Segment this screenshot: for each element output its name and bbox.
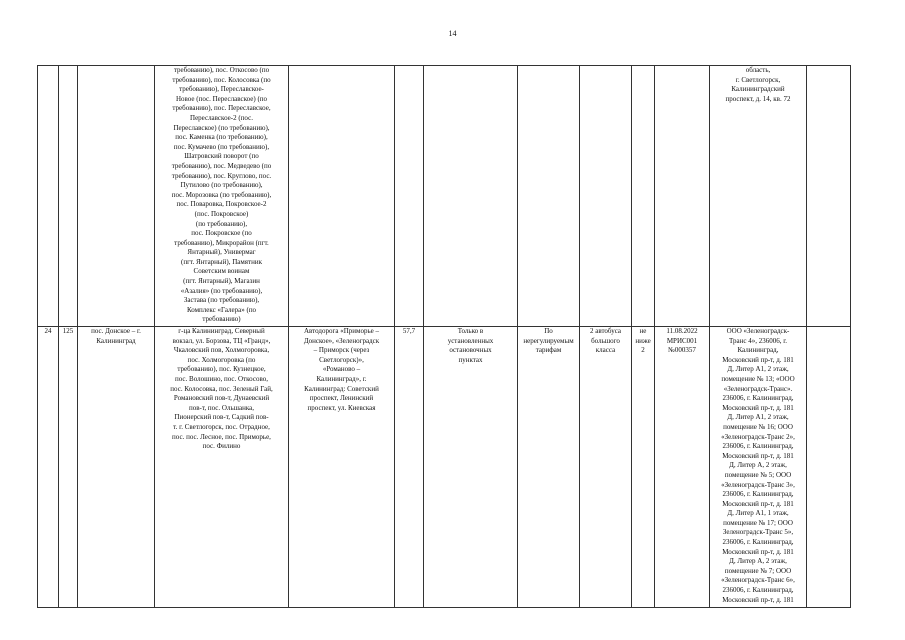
tariff-cell: По нерегулируемым тарифам — [518, 327, 580, 608]
carrier-cell: ООО «Зеленоградск- Транс 4», 236006, г. Калининград, Московский пр-т, д. 181 Д, Литер А1, 2 этаж, помещение № 13; «ООО «Зеленоградск-Транс». 236006, г. Калининград, Московский пр-т, д. 181 Д, Литер А1, 2 этаж, помещение № 16; ООО «Зеленоградск-Транс 2», 236006, г. Калининград, Московский пр-т, д. 181 Д, Литер А, 2 этаж, помещение № 5; ООО «Зеленоградск-Транс 3», 236006, г. Калининград, Московский пр-т, д. 181 Д, Литер А1, 1 этаж, помещение № 17; ООО Зеленоградск-Транс 5», 236006, г. Калининград, Московский пр-т, д. 181 Д, Литер А, 2 этаж, помещение № 7; ООО «Зеленоградск-Транс 6», 236006, г. Калининград, Московский пр-т, д. 181 — [710, 327, 807, 608]
stops-cell: г-ца Калининград, Северный вокзал, ул. Борзова, ТЦ «Гранд», Чкаловский пов, Холмогоровка, пос. Холмогоровка (по требованию), пос. Кузнецкое, пос. Волошино, пос. Откосово, пос. Колосовка, пос. Зеленый Гай, Романовский пов-т, Дунаевский пов-т, пос. Ольшанка, Пионерский пов-т, Садкий пов- т. г. Светлогорск, пос. Отрадное, пос. пос. Лесное, пос. Приморье, пос. Филино — [155, 327, 289, 608]
date-cell: 11.08.2022 МРИС001 №000357 — [655, 327, 710, 608]
carrier-cell: область, г. Светлогорск, Калининградский проспект, д. 14, кв. 72 — [710, 66, 807, 327]
row-number-cell — [38, 66, 59, 327]
route-registry-table — [37, 65, 851, 608]
extra-cell — [807, 66, 851, 327]
vehicles-cell: 2 автобуса большого класса — [580, 327, 632, 608]
route-name-cell — [78, 66, 155, 327]
date-cell — [655, 66, 710, 327]
length-cell — [395, 66, 424, 327]
stops-cell: требованию), пос. Откосово (по требованию), пос. Колосовка (по требованию), Переславское- Новое (пос. Переславское) (по требованию), пос. Переславское, Переславское-2 (пос. Переславское) (по требованию), пос. Каменка (по требованию), пос. Кумачево (по требованию), Шатровский поворот (по требованию), пос. Медведево (по требованию), пос. Кругловo, пос. Путилово (по требованию), пос. Морозовка (по требованию), пос. Поваровка, Покровское-2 (пос. Покровское) (по требованию), пос. Покровское (по требованию), Микрорайон (пгт. Янтарный), Универмаг (пгт. Янтарный), Памятник Советским воинам (пгт. Янтарный), Магазин «Азалия» (по требованию), Застава (по требованию), Комплекс «Галера» (по требованию) — [155, 66, 289, 327]
extra-cell — [807, 327, 851, 608]
row-number-cell: 24 — [38, 327, 59, 608]
streets-cell: Автодорога «Приморье – Донское», «Зеленоградск – Приморск (через Светлогорск)», «Романово – Калининград», г. Калининград: Советский проспект, Ленинский проспект, ул. Киевская — [289, 327, 395, 608]
boarding-order-cell: Только в установленных остановочных пунктах — [424, 327, 518, 608]
streets-cell — [289, 66, 395, 327]
boarding-order-cell — [424, 66, 518, 327]
eco-class-cell: не ниже 2 — [632, 327, 655, 608]
eco-class-cell — [632, 66, 655, 327]
route-number-cell: 125 — [59, 327, 78, 608]
tariff-cell — [518, 66, 580, 327]
route-name-cell: пос. Донское – г. Калининград — [78, 327, 155, 608]
vehicles-cell — [580, 66, 632, 327]
page-number: 14 — [448, 29, 457, 38]
length-cell: 57,7 — [395, 327, 424, 608]
route-number-cell — [59, 66, 78, 327]
table-row — [38, 327, 851, 608]
table-row — [38, 66, 851, 327]
